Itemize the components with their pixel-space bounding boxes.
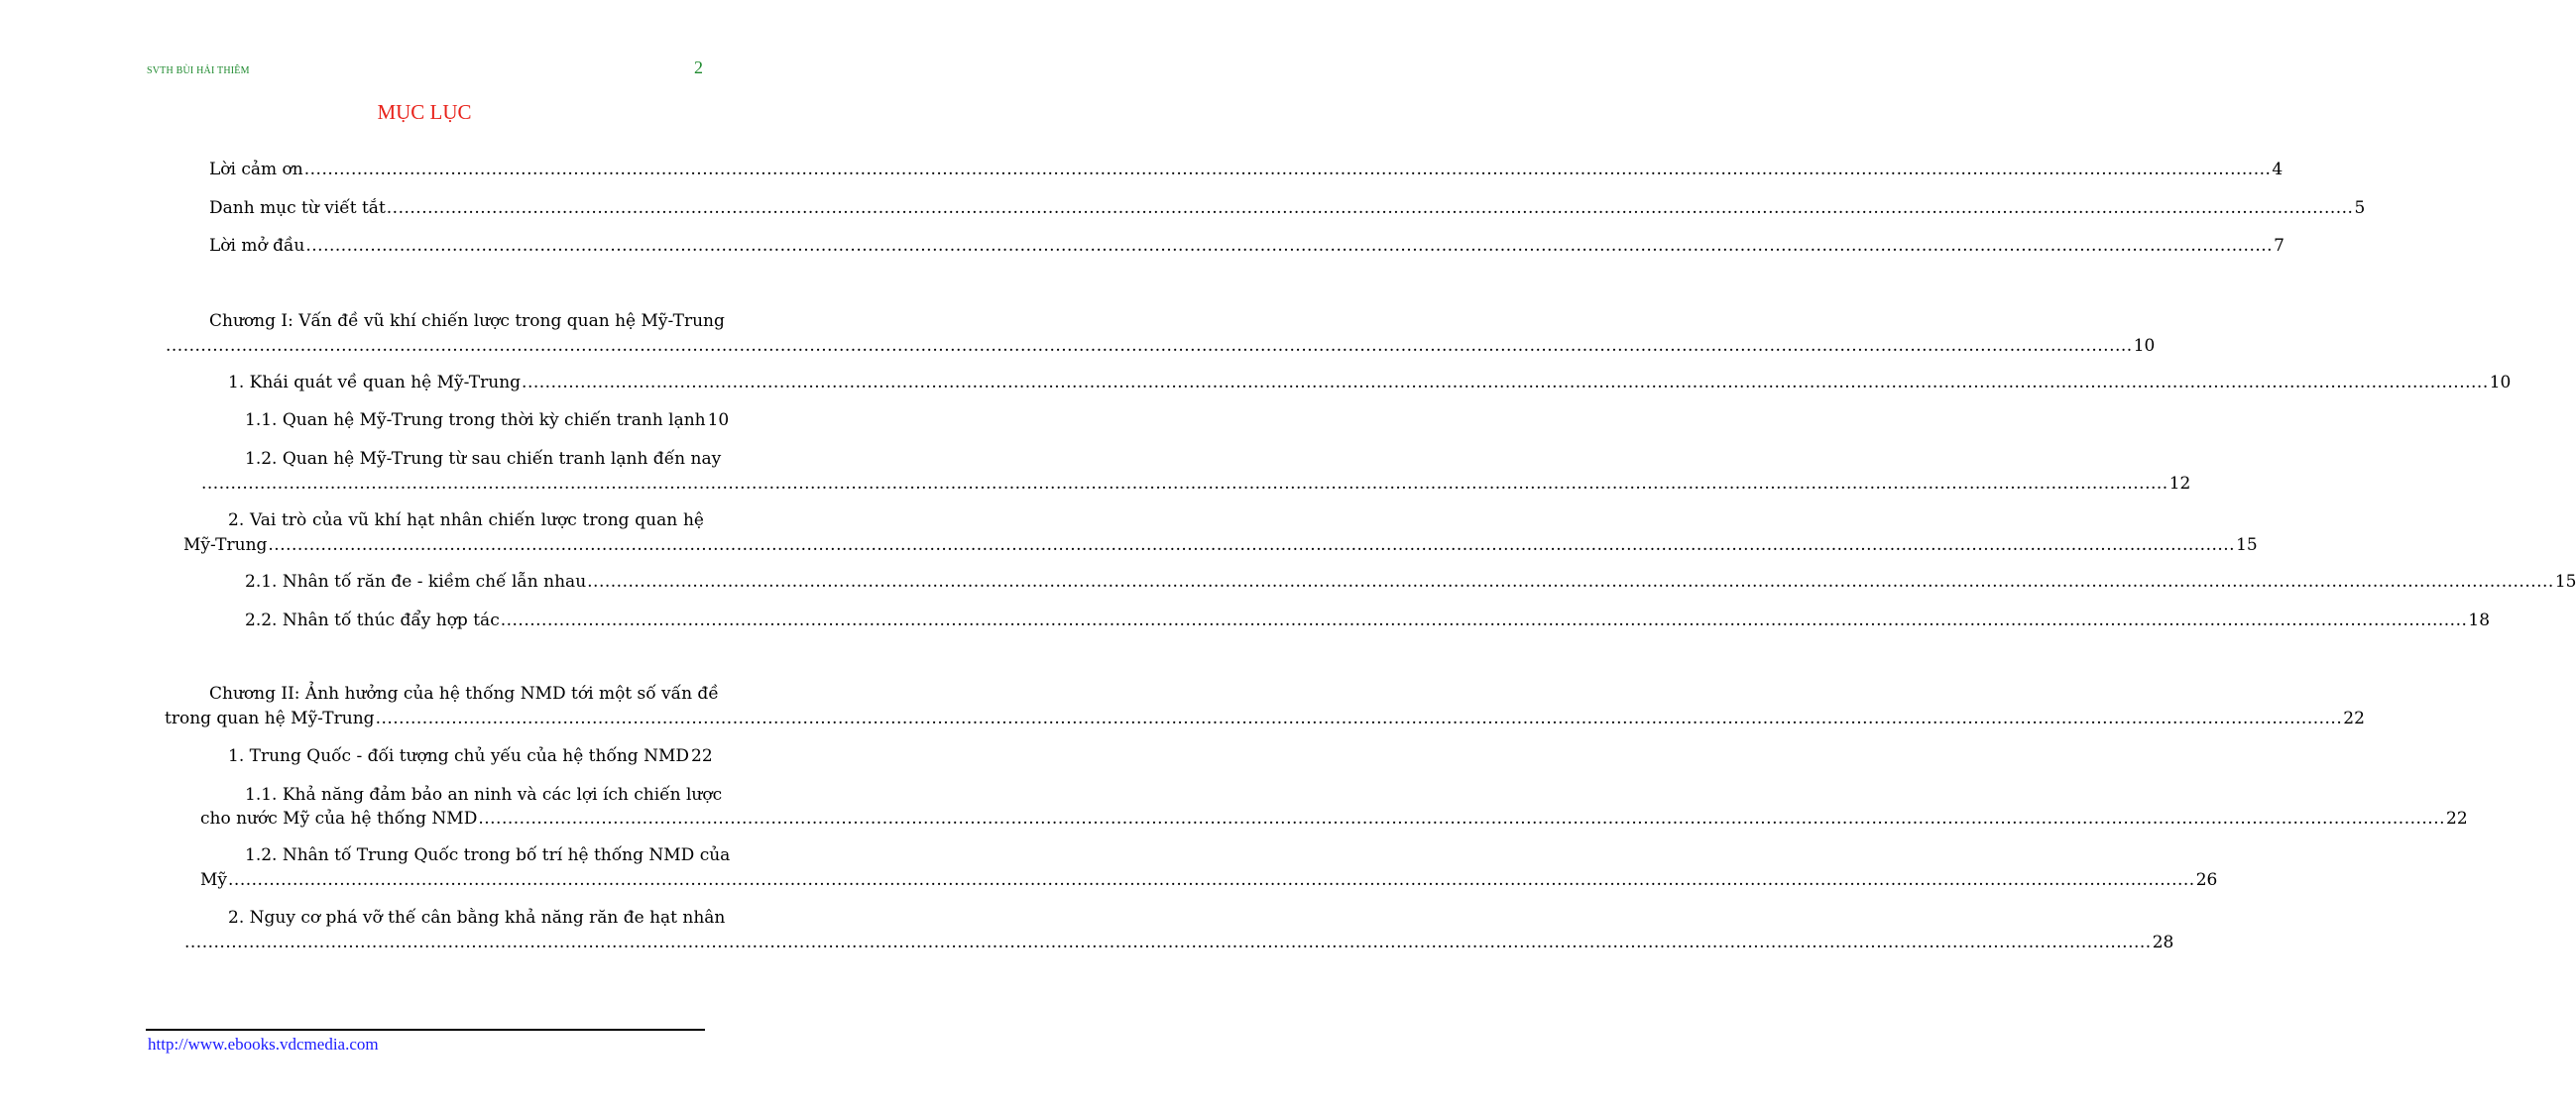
toc-entry-page: 22 [691, 746, 713, 766]
toc-entry-ch2-s1[interactable] [228, 744, 713, 768]
toc-entry-page: 12 [2168, 474, 2191, 494]
toc-entry-line-2 [200, 472, 2191, 496]
page-title: MỤC LỤC [377, 100, 472, 124]
toc-leader-dots [201, 472, 2168, 496]
toc-entry-page: 7 [2274, 236, 2284, 256]
toc-leader-dots [228, 868, 2195, 892]
toc-entry-page: 15 [2554, 572, 2576, 592]
toc-entry-loi-cam-on[interactable] [209, 158, 2283, 181]
toc-entry-line-1: 2. Vai trò của vũ khí hạt nhân chiến lược trong quan hệ [228, 510, 704, 530]
toc-entry-line-1: 1.2. Nhân tố Trung Quốc trong bố trí hệ thống NMD của [245, 845, 731, 865]
toc-leader-dots [304, 158, 2272, 181]
footer-divider [146, 1029, 705, 1031]
page-number: 2 [694, 57, 703, 77]
toc-entry-page: 5 [2354, 198, 2366, 218]
toc-entry-ch1-s1-1[interactable] [245, 408, 730, 432]
toc-entry-page: 18 [2468, 611, 2491, 630]
toc-entry-page: 10 [707, 410, 730, 430]
toc-entry-page: 4 [2272, 160, 2283, 179]
toc-leader-dots [376, 707, 2343, 730]
toc-leader-dots [268, 533, 2235, 557]
toc-entry-page: 10 [2489, 373, 2512, 392]
toc-leader-dots [478, 807, 2445, 831]
toc-entry-label: trong quan hệ Mỹ-Trung [165, 709, 375, 728]
toc-leader-dots [184, 931, 2152, 954]
toc-entry-line-2 [183, 533, 2258, 557]
toc-entry-ch1-s1[interactable] [228, 371, 2512, 394]
toc-entry-page: 28 [2152, 933, 2174, 952]
footer-url-link[interactable]: http://www.ebooks.vdcmedia.com [148, 1035, 379, 1054]
toc-leader-dots [501, 609, 2468, 632]
toc-leader-dots [305, 234, 2273, 258]
toc-entry-line-1: 1.1. Khả năng đảm bảo an ninh và các lợi ích chiến lược [245, 785, 723, 805]
toc-entry-label: 2.1. Nhân tố răn đe - kiềm chế lẫn nhau [245, 572, 587, 592]
toc-entry-line-1: Chương I: Vấn đề vũ khí chiến lược trong quan hệ Mỹ-Trung [209, 311, 725, 331]
toc-leader-dots [166, 334, 2133, 358]
toc-entry-label: Lời mở đầu [209, 236, 305, 256]
toc-entry-label: Danh mục từ viết tắt [209, 198, 386, 218]
toc-entry-page: 10 [2133, 336, 2156, 356]
header-author: SVTH BÙI HẢI THIÊM [147, 65, 250, 76]
toc-entry-line-2 [200, 868, 2218, 892]
toc-entry-line-2 [200, 807, 2468, 831]
toc-leader-dots [387, 196, 2354, 220]
toc-entry-label: cho nước Mỹ của hệ thống NMD [200, 809, 478, 829]
toc-entry-danh-muc[interactable] [209, 196, 2366, 220]
toc-entry-line-1: Chương II: Ảnh hưởng của hệ thống NMD tới một số vấn đề [209, 684, 719, 704]
toc-entry-page: 15 [2236, 535, 2258, 555]
toc-entry-label: Lời cảm ơn [209, 160, 303, 179]
toc-entry-line-2 [183, 931, 2174, 954]
toc-leader-dots [587, 570, 2554, 594]
toc-entry-label: Mỹ-Trung [183, 535, 268, 555]
toc-entry-page: 22 [2343, 709, 2365, 728]
toc-entry-line-2 [165, 707, 2365, 730]
toc-entry-line-1: 2. Nguy cơ phá vỡ thế cân bằng khả năng răn đe hạt nhân [228, 908, 726, 928]
toc-entry-line-2 [165, 334, 2156, 358]
toc-entry-label: 1. Trung Quốc - đối tượng chủ yếu của hệ thống NMD [228, 746, 689, 766]
toc-entry-page: 26 [2195, 870, 2218, 890]
toc-entry-page: 22 [2446, 809, 2468, 829]
toc-entry-label: 2.2. Nhân tố thúc đẩy hợp tác [245, 611, 500, 630]
toc-entry-label: Mỹ [200, 870, 228, 890]
toc-entry-loi-mo-dau[interactable] [209, 234, 2284, 258]
toc-entry-label: 1. Khái quát về quan hệ Mỹ-Trung [228, 373, 522, 392]
toc-entry-ch1-s2-2[interactable] [245, 609, 2491, 632]
toc-entry-line-1: 1.2. Quan hệ Mỹ-Trung từ sau chiến tranh lạnh đến nay [245, 449, 722, 469]
toc-leader-dots [522, 371, 2489, 394]
toc-entry-label: 1.1. Quan hệ Mỹ-Trung trong thời kỳ chiến tranh lạnh [245, 410, 706, 430]
toc-entry-ch1-s2-1[interactable] [245, 570, 2576, 594]
